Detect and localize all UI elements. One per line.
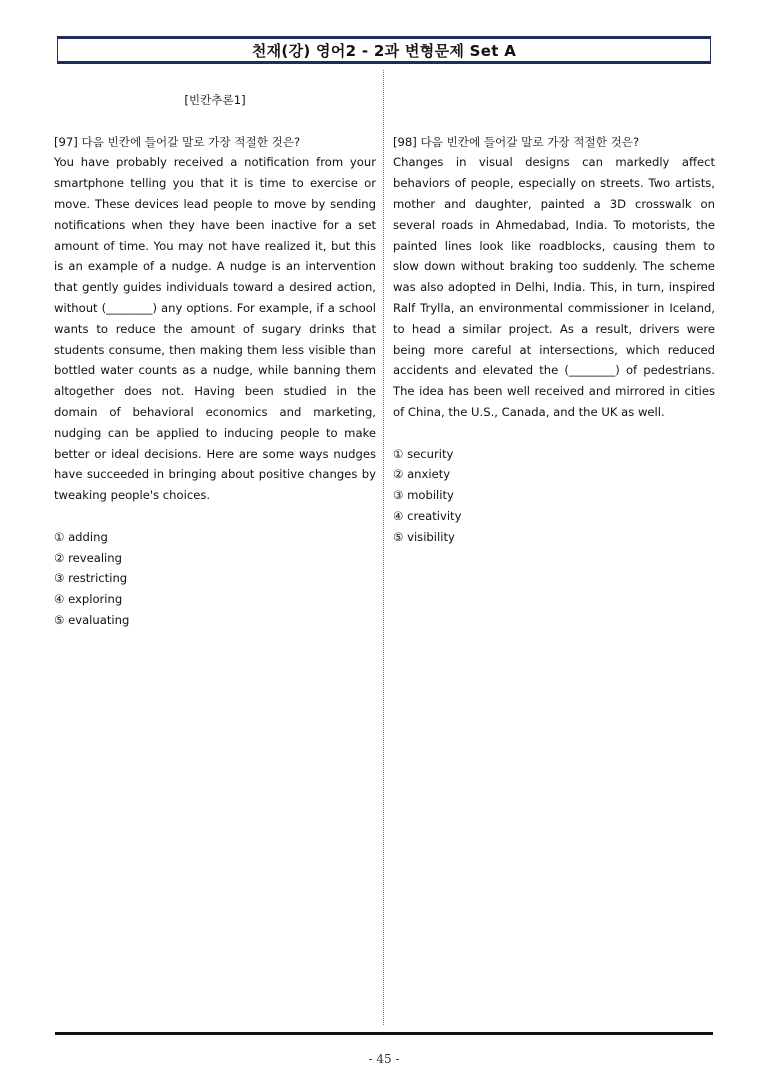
question-97: [97] 다음 빈칸에 들어갈 말로 가장 적절한 것은?	[54, 134, 301, 149]
title-box	[57, 36, 711, 64]
footer-rule	[55, 1032, 713, 1035]
left-column	[54, 90, 376, 631]
passage-97: You have probably received a notification from your smartphone telling you that it is time to exercise or move. These devices lead people to move by sending notifications when they have been inactive for a set amount of time. You may not have realized it, but this is an example of a nudge. A nudge is an intervention that gently guides individuals toward a desired action, without (________) any options. For example, if a school wants to reduce the amount of sugary drinks that students consume, then making them less visible than bottled water counts as a nudge, while banning them altogether does not. Having been studied in the domain of behavioral economics and marketing, nudging can be applied to inducing people to make better or ideal decisions. Here are some ways nudges have succeeded in bringing about positive changes by tweaking people's choices.	[54, 155, 376, 503]
column-divider	[383, 70, 384, 1025]
option-item: ② anxiety	[393, 467, 451, 482]
options-98	[393, 444, 715, 548]
passage-98: Changes in visual designs can markedly affect behaviors of people, especially on streets. Two artists, mother and daughter, painted a 3D crosswalk on several roads in Ahmedabad, India. To motorists, the painted lines look like roadblocks, causing them to slow down without braking too suddenly. The scheme was also adopted in Delhi, India. This, in turn, inspired Ralf Trylla, an environmental commissioner in Iceland, to head a similar project. As a result, drivers were being more careful at intersections, which reduced accidents and elevated the (________) of pedestrians. The idea has been well received and mirrored in cities of China, the U.S., Canada, and the UK as well.	[393, 155, 715, 419]
option-item: ① security	[393, 446, 454, 461]
option-item: ① adding	[54, 529, 108, 544]
option-item: ② revealing	[54, 550, 122, 565]
spacer	[54, 506, 376, 527]
question-98: [98] 다음 빈칸에 들어갈 말로 가장 적절한 것은?	[393, 134, 640, 149]
page-title: 천재(강) 영어2 - 2과 변형문제 Set A	[251, 41, 517, 60]
options-97	[54, 527, 376, 631]
option-item: ⑤ evaluating	[54, 612, 130, 627]
option-item: ③ mobility	[393, 488, 454, 503]
option-item: ⑤ visibility	[393, 529, 455, 544]
spacer	[393, 423, 715, 444]
option-item: ④ exploring	[54, 592, 123, 607]
spacer	[393, 90, 715, 111]
section-label: [빈칸추론1]	[184, 93, 246, 107]
page-number: - 45 -	[368, 1052, 400, 1066]
spacer	[393, 111, 715, 132]
option-item: ④ creativity	[393, 508, 462, 523]
right-column	[393, 90, 715, 548]
option-item: ③ restricting	[54, 571, 128, 586]
